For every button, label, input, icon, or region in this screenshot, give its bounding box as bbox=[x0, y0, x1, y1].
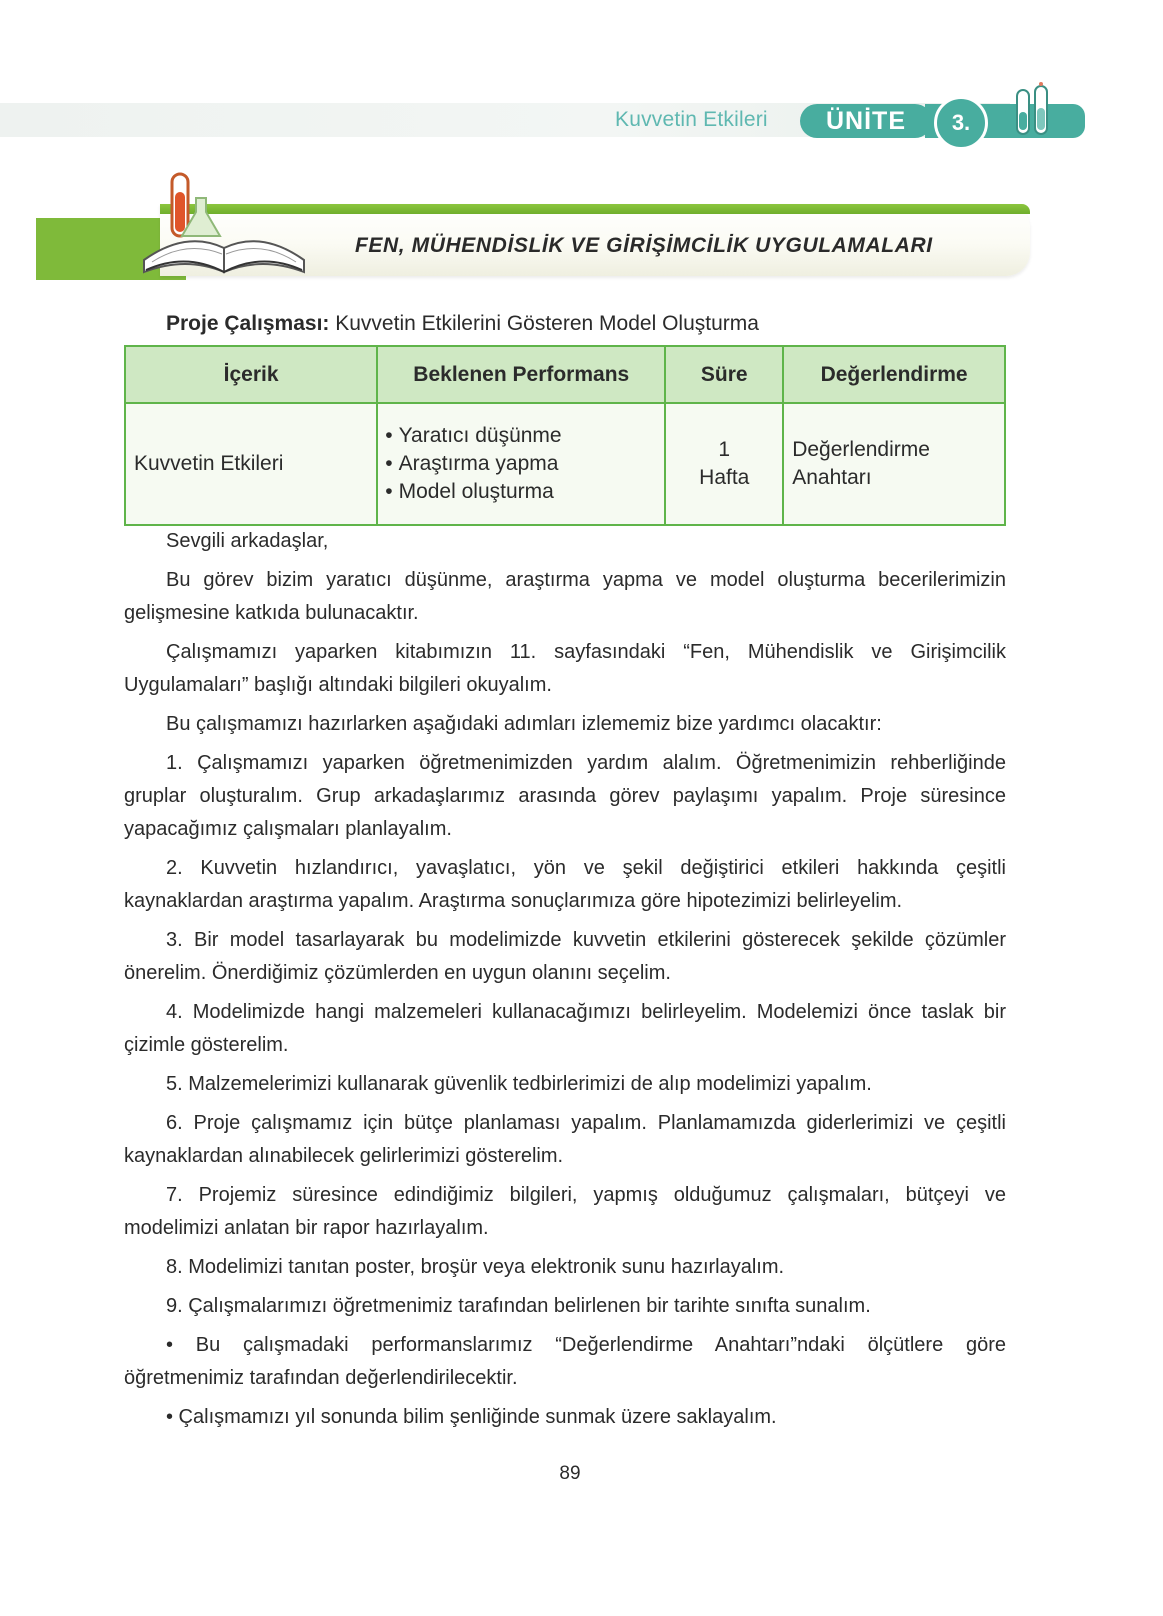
project-label: Proje Çalışması: bbox=[166, 312, 330, 335]
greeting: Sevgili arkadaşlar, bbox=[166, 530, 329, 552]
step-paragraph: 7. Projemiz süresince edindiğimiz bilgileri, yapmış olduğumuz çalışmaları, bütçeyi ve modelimizi anlatan bir rapor hazırlayalım. bbox=[124, 1184, 1006, 1239]
note-paragraph: • Bu çalışmadaki performanslarımız “Değerlendirme Anahtarı”ndaki ölçütlere göre öğretmenimiz tarafından değerlendirilecektir. bbox=[124, 1334, 1006, 1389]
duration-unit: Hafta bbox=[699, 466, 750, 489]
project-heading bbox=[166, 312, 759, 336]
evaluation-line-2: Anahtarı bbox=[792, 466, 872, 489]
cell-content: Kuvvetin Etkileri bbox=[125, 403, 377, 525]
evaluation-line-1: Değerlendirme bbox=[792, 438, 930, 461]
test-tube-icon bbox=[1005, 82, 1065, 140]
unit-number: 3. bbox=[934, 96, 988, 150]
project-title: Kuvvetin Etkilerini Gösteren Model Oluşturma bbox=[335, 312, 759, 335]
performance-list bbox=[379, 422, 663, 506]
step-paragraph: 4. Modelimizde hangi malzemeleri kullanacağımızı belirleyelim. Modelemizi önce taslak bir çizimle gösterelim. bbox=[124, 1001, 1006, 1056]
step-paragraph: 1. Çalışmamızı yaparken öğretmenimizden yardım alalım. Öğretmenimizin rehberliğinde gruplar oluşturalım. Grup arkadaşlarımız arasında görev paylaşımı yapalım. Proje süresince yapacağımız çalışmaları planlayalım. bbox=[124, 752, 1006, 840]
step-paragraph: 9. Çalışmalarımızı öğretmenimiz tarafından belirlenen bir tarihte sınıfta sunalım. bbox=[166, 1295, 871, 1317]
paragraph: Bu çalışmamızı hazırlarken aşağıdaki adımları izlememiz bize yardımcı olacaktır: bbox=[166, 713, 882, 735]
step-paragraph: 8. Modelimizi tanıtan poster, broşür veya elektronik sunu hazırlayalım. bbox=[166, 1256, 785, 1278]
step-paragraph: 2. Kuvvetin hızlandırıcı, yavaşlatıcı, yön ve şekil değiştirici etkileri hakkında çeşitli kaynaklardan araştırma yapalım. Araştırma sonuçlarımıza göre hipotezimizi belirleyelim. bbox=[124, 857, 1006, 912]
header-evaluation: Değerlendirme bbox=[783, 346, 1005, 403]
performance-item: • Araştırma yapma bbox=[385, 450, 663, 478]
performance-item: • Yaratıcı düşünme bbox=[385, 422, 663, 450]
cell-performance bbox=[377, 403, 665, 525]
duration-number: 1 bbox=[718, 438, 731, 461]
performance-item: • Model oluşturma bbox=[385, 478, 663, 506]
project-table bbox=[124, 345, 1006, 526]
open-book-icon bbox=[136, 168, 311, 276]
header-duration: Süre bbox=[665, 346, 783, 403]
chapter-title: Kuvvetin Etkileri bbox=[615, 108, 768, 131]
note-paragraph: • Çalışmamızı yıl sonunda bilim şenliğinde sunmak üzere saklayalım. bbox=[166, 1406, 777, 1428]
page-number: 89 bbox=[559, 1463, 581, 1484]
table-row bbox=[125, 403, 1005, 525]
unit-label: ÜNİTE bbox=[800, 104, 932, 138]
step-paragraph: 6. Proje çalışmamız için bütçe planlaması yapalım. Planlamamızda giderlerimizi ve çeşitli kaynaklardan alınabilecek gelirlerimizi gösterelim. bbox=[124, 1112, 1006, 1167]
cell-evaluation bbox=[783, 403, 1005, 525]
header-performance: Beklenen Performans bbox=[377, 346, 665, 403]
step-paragraph: 5. Malzemelerimizi kullanarak güvenlik tedbirlerimizi de alıp modelimizi yapalım. bbox=[166, 1073, 872, 1095]
cell-duration bbox=[665, 403, 783, 525]
table-header-row bbox=[125, 346, 1005, 403]
paragraph: Bu görev bizim yaratıcı düşünme, araştırma yapma ve model oluşturma becerilerimizin gelişmesine katkıda bulunacaktır. bbox=[124, 569, 1006, 624]
step-paragraph: 3. Bir model tasarlayarak bu modelimizde kuvvetin etkilerini gösterecek şekilde çözümler önerelim. Önerdiğimiz çözümlerden en uygun olanını seçelim. bbox=[124, 929, 1006, 984]
paragraph: Çalışmamızı yaparken kitabımızın 11. sayfasındaki “Fen, Mühendislik ve Girişimcilik Uygulamaları” başlığı altındaki bilgileri okuyalım. bbox=[124, 641, 1006, 696]
body-text bbox=[124, 525, 1006, 1440]
header-content: İçerik bbox=[125, 346, 377, 403]
banner-title: FEN, MÜHENDİSLİK VE GİRİŞİMCİLİK UYGULAMALARI bbox=[355, 234, 933, 257]
